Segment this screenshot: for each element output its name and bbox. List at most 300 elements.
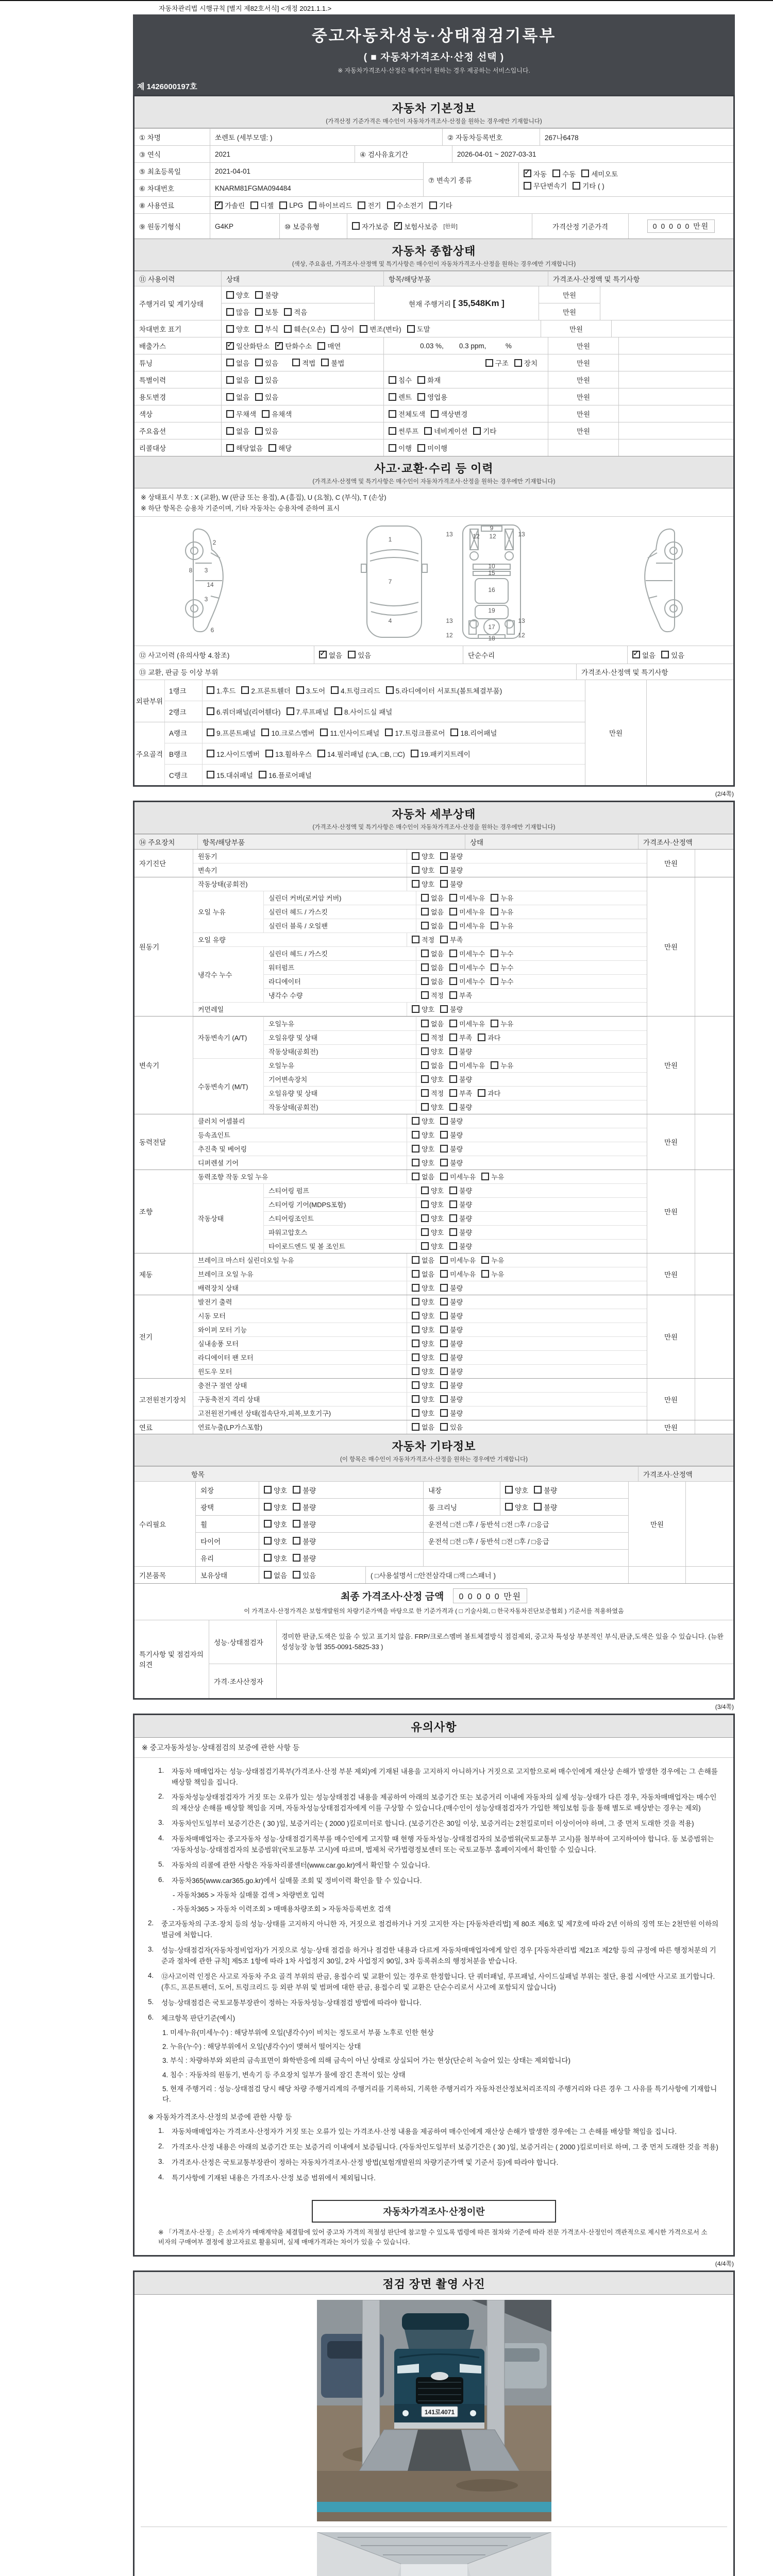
checkbox-option[interactable] <box>440 1255 476 1265</box>
checkbox-option[interactable] <box>440 1130 463 1140</box>
checkbox-option[interactable] <box>491 1060 513 1070</box>
checkbox-option[interactable] <box>293 1485 316 1495</box>
checkbox-option[interactable] <box>348 650 371 660</box>
checkbox-icon[interactable] <box>207 771 214 778</box>
checkbox-option[interactable] <box>255 392 278 402</box>
checkbox-icon[interactable] <box>412 1353 419 1361</box>
checkbox-icon[interactable] <box>449 1020 457 1027</box>
checkbox-option[interactable] <box>358 200 381 210</box>
checked-checkbox-icon[interactable] <box>275 342 283 350</box>
checkbox-icon[interactable] <box>491 922 498 929</box>
checkbox-icon[interactable] <box>481 1173 489 1180</box>
checkbox-icon[interactable] <box>449 1214 457 1222</box>
checkbox-option[interactable] <box>264 1536 287 1546</box>
checkbox-option[interactable] <box>226 324 249 334</box>
checkbox-option[interactable] <box>207 685 236 696</box>
checkbox-icon[interactable] <box>421 977 429 985</box>
checkbox-option[interactable] <box>449 1199 472 1209</box>
checkbox-icon[interactable] <box>481 1256 489 1264</box>
checkbox-icon[interactable] <box>417 376 425 384</box>
checkbox-option[interactable] <box>226 409 256 419</box>
checkbox-option[interactable] <box>440 1144 463 1154</box>
checkbox-icon[interactable] <box>226 444 234 452</box>
checkbox-option[interactable] <box>296 685 325 696</box>
checked-checkbox-icon[interactable] <box>632 651 640 658</box>
checkbox-icon[interactable] <box>534 1503 542 1511</box>
checkbox-option[interactable] <box>421 976 444 986</box>
checkbox-option[interactable] <box>389 409 425 419</box>
checkbox-option[interactable] <box>226 392 249 402</box>
checkbox-icon[interactable] <box>226 308 234 316</box>
checkbox-icon[interactable] <box>309 201 316 209</box>
checkbox-icon[interactable] <box>421 991 429 999</box>
checkbox-option[interactable] <box>293 1570 316 1580</box>
checkbox-option[interactable] <box>389 426 418 436</box>
checkbox-icon[interactable] <box>389 427 396 435</box>
checkbox-icon[interactable] <box>264 1503 272 1511</box>
checkbox-icon[interactable] <box>491 908 498 916</box>
checkbox-option[interactable] <box>449 1032 472 1042</box>
checkbox-icon[interactable] <box>421 1200 429 1208</box>
checkbox-icon[interactable] <box>317 342 325 350</box>
checkbox-icon[interactable] <box>255 359 263 366</box>
checkbox-option[interactable] <box>352 221 389 231</box>
checkbox-option[interactable] <box>389 392 412 402</box>
checkbox-icon[interactable] <box>389 444 396 452</box>
checkbox-icon[interactable] <box>449 991 457 999</box>
checkbox-icon[interactable] <box>412 866 419 874</box>
checkbox-option[interactable] <box>421 1227 444 1237</box>
checkbox-option[interactable] <box>421 921 444 930</box>
checkbox-icon[interactable] <box>421 1033 429 1041</box>
checkbox-icon[interactable] <box>449 1075 457 1083</box>
checkbox-icon[interactable] <box>293 1537 300 1545</box>
checkbox-option[interactable] <box>440 1366 463 1376</box>
checkbox-option[interactable] <box>440 1269 476 1279</box>
checkbox-option[interactable] <box>450 727 497 738</box>
checkbox-icon[interactable] <box>417 444 425 452</box>
checkbox-option[interactable] <box>261 727 314 738</box>
checkbox-option[interactable] <box>265 749 312 759</box>
checkbox-icon[interactable] <box>412 1131 419 1139</box>
checkbox-option[interactable] <box>255 426 278 436</box>
checkbox-option[interactable] <box>255 290 278 300</box>
checkbox-option[interactable] <box>491 948 513 958</box>
checkbox-option[interactable] <box>440 1311 463 1320</box>
checkbox-option[interactable] <box>440 865 463 875</box>
checkbox-option[interactable] <box>293 1502 316 1512</box>
checkbox-option[interactable] <box>412 1158 434 1167</box>
checkbox-icon[interactable] <box>449 1047 457 1055</box>
checkbox-option[interactable] <box>226 358 249 368</box>
checkbox-option[interactable] <box>417 375 441 385</box>
checkbox-option[interactable] <box>255 324 278 334</box>
checkbox-option[interactable] <box>440 1380 463 1390</box>
checkbox-option[interactable] <box>226 443 263 453</box>
checkbox-icon[interactable] <box>440 1326 448 1333</box>
checkbox-icon[interactable] <box>449 977 457 985</box>
checkbox-option[interactable] <box>491 921 513 930</box>
checkbox-icon[interactable] <box>440 1256 448 1264</box>
checkbox-option[interactable] <box>421 962 444 972</box>
checkbox-icon[interactable] <box>412 1381 419 1389</box>
checkbox-option[interactable] <box>421 1019 444 1028</box>
checkbox-icon[interactable] <box>440 1298 448 1306</box>
checkbox-icon[interactable] <box>449 1033 457 1041</box>
checkbox-option[interactable] <box>275 341 312 351</box>
checkbox-icon[interactable] <box>265 750 273 757</box>
checkbox-option[interactable] <box>491 962 513 972</box>
checkbox-icon[interactable] <box>412 1312 419 1319</box>
checkbox-icon[interactable] <box>421 1214 429 1222</box>
checkbox-icon[interactable] <box>226 393 234 401</box>
checkbox-option[interactable] <box>421 1102 444 1112</box>
checkbox-icon[interactable] <box>421 1075 429 1083</box>
checkbox-option[interactable] <box>449 948 485 958</box>
checkbox-option[interactable] <box>491 1019 513 1028</box>
checkbox-option[interactable] <box>552 168 576 179</box>
checkbox-option[interactable] <box>412 935 434 944</box>
checkbox-option[interactable] <box>421 893 444 903</box>
checkbox-icon[interactable] <box>440 1131 448 1139</box>
checkbox-icon[interactable] <box>284 325 292 333</box>
checkbox-option[interactable] <box>412 1311 434 1320</box>
checkbox-icon[interactable] <box>449 963 457 971</box>
checkbox-option[interactable] <box>421 1032 444 1042</box>
checkbox-option[interactable] <box>524 168 547 179</box>
checkbox-option[interactable] <box>320 727 379 738</box>
checkbox-icon[interactable] <box>412 1340 419 1347</box>
checkbox-option[interactable] <box>264 1519 287 1529</box>
checkbox-option[interactable] <box>293 1519 316 1529</box>
checkbox-option[interactable] <box>481 1255 504 1265</box>
checkbox-icon[interactable] <box>449 1228 457 1236</box>
checkbox-icon[interactable] <box>421 908 429 916</box>
checkbox-option[interactable] <box>440 1116 463 1126</box>
checkbox-option[interactable] <box>440 1394 463 1404</box>
checkbox-icon[interactable] <box>440 1173 448 1180</box>
checkbox-option[interactable] <box>292 358 315 368</box>
checkbox-option[interactable] <box>412 1380 434 1390</box>
checkbox-option[interactable] <box>491 976 513 986</box>
checkbox-icon[interactable] <box>449 1103 457 1111</box>
checkbox-icon[interactable] <box>449 950 457 957</box>
checkbox-option[interactable] <box>226 290 249 300</box>
checkbox-option[interactable] <box>389 443 412 453</box>
checkbox-icon[interactable] <box>226 410 234 418</box>
checkbox-icon[interactable] <box>421 922 429 929</box>
checkbox-icon[interactable] <box>449 1200 457 1208</box>
checkbox-option[interactable] <box>284 324 325 334</box>
checkbox-icon[interactable] <box>421 1187 429 1194</box>
checkbox-option[interactable] <box>429 200 452 210</box>
checkbox-option[interactable] <box>449 962 485 972</box>
checkbox-icon[interactable] <box>449 1187 457 1194</box>
checkbox-icon[interactable] <box>255 376 263 384</box>
checkbox-icon[interactable] <box>389 393 396 401</box>
checkbox-option[interactable] <box>491 893 513 903</box>
checkbox-icon[interactable] <box>505 1486 513 1494</box>
checkbox-icon[interactable] <box>440 1381 448 1389</box>
checkbox-icon[interactable] <box>661 651 669 658</box>
checkbox-option[interactable] <box>394 221 438 231</box>
checkbox-icon[interactable] <box>449 922 457 929</box>
checkbox-icon[interactable] <box>292 359 300 366</box>
checkbox-option[interactable] <box>440 935 463 944</box>
checkbox-icon[interactable] <box>421 894 429 902</box>
checkbox-option[interactable] <box>255 358 278 368</box>
checkbox-option[interactable] <box>264 1485 287 1495</box>
checkbox-icon[interactable] <box>440 1340 448 1347</box>
checkbox-option[interactable] <box>412 1325 434 1334</box>
checkbox-option[interactable] <box>226 375 249 385</box>
checkbox-icon[interactable] <box>287 707 294 715</box>
checkbox-icon[interactable] <box>440 1395 448 1403</box>
checkbox-icon[interactable] <box>440 852 448 860</box>
checkbox-option[interactable] <box>440 1325 463 1334</box>
checkbox-option[interactable] <box>250 200 274 210</box>
checkbox-icon[interactable] <box>255 427 263 435</box>
checkbox-icon[interactable] <box>421 1242 429 1250</box>
checkbox-option[interactable] <box>449 990 472 1000</box>
checkbox-option[interactable] <box>309 200 352 210</box>
checkbox-icon[interactable] <box>259 771 266 778</box>
checkbox-icon[interactable] <box>352 222 360 230</box>
checkbox-icon[interactable] <box>268 444 276 452</box>
checkbox-option[interactable] <box>421 1241 444 1251</box>
checkbox-option[interactable] <box>534 1502 557 1512</box>
checkbox-icon[interactable] <box>440 1145 448 1153</box>
checked-checkbox-icon[interactable] <box>394 222 402 230</box>
checkbox-icon[interactable] <box>412 1117 419 1125</box>
checkbox-option[interactable] <box>440 851 463 861</box>
checkbox-option[interactable] <box>264 1570 287 1580</box>
checkbox-option[interactable] <box>412 1366 434 1376</box>
checkbox-icon[interactable] <box>360 325 367 333</box>
checkbox-option[interactable] <box>207 727 256 738</box>
checkbox-option[interactable] <box>440 1408 463 1418</box>
checkbox-icon[interactable] <box>296 686 304 694</box>
checked-checkbox-icon[interactable] <box>524 170 531 177</box>
checkbox-icon[interactable] <box>491 894 498 902</box>
checkbox-icon[interactable] <box>478 1033 485 1041</box>
checkbox-option[interactable] <box>412 865 434 875</box>
checkbox-icon[interactable] <box>478 1089 485 1097</box>
checkbox-icon[interactable] <box>440 1312 448 1319</box>
checkbox-icon[interactable] <box>473 427 481 435</box>
checkbox-icon[interactable] <box>412 1298 419 1306</box>
checkbox-option[interactable] <box>226 307 249 317</box>
checkbox-option[interactable] <box>473 426 496 436</box>
checkbox-option[interactable] <box>581 168 618 179</box>
checkbox-option[interactable] <box>386 685 502 696</box>
checkbox-icon[interactable] <box>334 707 342 715</box>
checkbox-icon[interactable] <box>417 393 425 401</box>
checkbox-option[interactable] <box>421 1060 444 1070</box>
checkbox-icon[interactable] <box>385 728 393 736</box>
checkbox-icon[interactable] <box>264 1571 272 1579</box>
checkbox-icon[interactable] <box>255 291 263 299</box>
checkbox-icon[interactable] <box>264 1486 272 1494</box>
checkbox-icon[interactable] <box>491 963 498 971</box>
checkbox-option[interactable] <box>514 358 537 368</box>
checkbox-option[interactable] <box>440 1004 463 1014</box>
checkbox-icon[interactable] <box>491 977 498 985</box>
checkbox-option[interactable] <box>412 1172 434 1181</box>
checkbox-icon[interactable] <box>421 1103 429 1111</box>
checkbox-icon[interactable] <box>449 908 457 916</box>
checkbox-icon[interactable] <box>412 1173 419 1180</box>
checkbox-option[interactable] <box>255 375 278 385</box>
checkbox-option[interactable] <box>262 409 292 419</box>
checkbox-option[interactable] <box>207 770 253 780</box>
checkbox-option[interactable] <box>440 1283 463 1293</box>
checkbox-icon[interactable] <box>421 950 429 957</box>
checkbox-icon[interactable] <box>293 1486 300 1494</box>
checkbox-icon[interactable] <box>440 1005 448 1013</box>
checkbox-option[interactable] <box>449 1019 485 1028</box>
checked-checkbox-icon[interactable] <box>319 651 327 658</box>
checkbox-icon[interactable] <box>421 1047 429 1055</box>
checkbox-option[interactable] <box>449 907 485 917</box>
checkbox-option[interactable] <box>417 443 447 453</box>
checkbox-icon[interactable] <box>207 728 214 736</box>
checkbox-icon[interactable] <box>514 359 522 367</box>
checkbox-option[interactable] <box>268 443 292 453</box>
checkbox-icon[interactable] <box>524 182 531 190</box>
checkbox-option[interactable] <box>215 200 245 210</box>
checked-checkbox-icon[interactable] <box>215 201 223 209</box>
checkbox-icon[interactable] <box>412 1367 419 1375</box>
checkbox-option[interactable] <box>534 1485 557 1495</box>
checkbox-icon[interactable] <box>421 963 429 971</box>
checkbox-option[interactable] <box>632 650 656 660</box>
checkbox-option[interactable] <box>412 1297 434 1307</box>
checkbox-icon[interactable] <box>449 1242 457 1250</box>
checkbox-icon[interactable] <box>226 325 234 333</box>
checkbox-option[interactable] <box>412 1255 434 1265</box>
checkbox-icon[interactable] <box>431 410 439 418</box>
checkbox-option[interactable] <box>421 1088 444 1098</box>
checkbox-option[interactable] <box>226 426 249 436</box>
checkbox-icon[interactable] <box>440 1117 448 1125</box>
checkbox-option[interactable] <box>440 1158 463 1167</box>
checkbox-option[interactable] <box>412 1116 434 1126</box>
checkbox-option[interactable] <box>412 1408 434 1418</box>
checkbox-icon[interactable] <box>534 1486 542 1494</box>
checkbox-icon[interactable] <box>421 1228 429 1236</box>
checkbox-option[interactable] <box>293 1553 316 1563</box>
checkbox-icon[interactable] <box>387 201 395 209</box>
checkbox-option[interactable] <box>207 706 281 717</box>
checkbox-icon[interactable] <box>348 651 356 658</box>
checkbox-icon[interactable] <box>255 393 263 401</box>
checkbox-icon[interactable] <box>412 1284 419 1292</box>
checkbox-icon[interactable] <box>412 1326 419 1333</box>
checkbox-option[interactable] <box>449 1227 472 1237</box>
checkbox-option[interactable] <box>449 1046 472 1056</box>
checkbox-icon[interactable] <box>226 376 234 384</box>
checkbox-icon[interactable] <box>440 1353 448 1361</box>
checkbox-icon[interactable] <box>321 359 329 366</box>
checkbox-icon[interactable] <box>485 359 493 367</box>
checkbox-icon[interactable] <box>331 686 339 694</box>
checkbox-option[interactable] <box>321 358 344 368</box>
checkbox-option[interactable] <box>505 1485 528 1495</box>
checkbox-icon[interactable] <box>331 325 339 333</box>
checkbox-icon[interactable] <box>440 880 448 888</box>
checkbox-option[interactable] <box>412 1352 434 1362</box>
checkbox-option[interactable] <box>481 1172 504 1181</box>
checkbox-icon[interactable] <box>440 866 448 874</box>
checkbox-icon[interactable] <box>552 170 560 177</box>
checkbox-option[interactable] <box>331 324 354 334</box>
checkbox-icon[interactable] <box>293 1554 300 1562</box>
checkbox-option[interactable] <box>411 749 470 759</box>
checkbox-icon[interactable] <box>358 201 365 209</box>
checkbox-icon[interactable] <box>581 170 589 177</box>
checkbox-option[interactable] <box>317 341 341 351</box>
checkbox-icon[interactable] <box>255 308 263 316</box>
checkbox-option[interactable] <box>331 685 380 696</box>
checkbox-icon[interactable] <box>226 291 234 299</box>
checkbox-icon[interactable] <box>250 201 258 209</box>
checkbox-icon[interactable] <box>412 1409 419 1417</box>
checkbox-option[interactable] <box>389 375 412 385</box>
checkbox-option[interactable] <box>431 409 467 419</box>
checkbox-icon[interactable] <box>264 1554 272 1562</box>
checkbox-option[interactable] <box>317 749 405 759</box>
checkbox-icon[interactable] <box>440 1270 448 1278</box>
checkbox-icon[interactable] <box>320 728 328 736</box>
checkbox-option[interactable] <box>241 685 290 696</box>
checkbox-icon[interactable] <box>293 1503 300 1511</box>
checkbox-icon[interactable] <box>412 852 419 860</box>
checkbox-icon[interactable] <box>262 410 270 418</box>
checkbox-option[interactable] <box>385 727 445 738</box>
checkbox-option[interactable] <box>421 1213 444 1223</box>
checkbox-option[interactable] <box>440 1422 463 1432</box>
checkbox-icon[interactable] <box>226 359 234 366</box>
checkbox-option[interactable] <box>412 1130 434 1140</box>
checkbox-option[interactable] <box>424 426 467 436</box>
checkbox-option[interactable] <box>417 392 447 402</box>
checkbox-option[interactable] <box>478 1032 500 1042</box>
checkbox-icon[interactable] <box>207 750 214 757</box>
checkbox-option[interactable] <box>421 1199 444 1209</box>
checkbox-icon[interactable] <box>450 728 458 736</box>
checkbox-icon[interactable] <box>491 950 498 957</box>
checkbox-option[interactable] <box>259 770 312 780</box>
checkbox-option[interactable] <box>478 1088 500 1098</box>
checkbox-icon[interactable] <box>449 1061 457 1069</box>
checkbox-option[interactable] <box>412 1004 434 1014</box>
checkbox-option[interactable] <box>449 1074 472 1084</box>
checkbox-icon[interactable] <box>440 1159 448 1166</box>
checkbox-option[interactable] <box>440 1352 463 1362</box>
checkbox-option[interactable] <box>334 706 392 717</box>
checkbox-icon[interactable] <box>421 1061 429 1069</box>
checkbox-icon[interactable] <box>440 1423 448 1431</box>
checkbox-option[interactable] <box>421 1074 444 1084</box>
checkbox-option[interactable] <box>440 1338 463 1348</box>
checkbox-option[interactable] <box>440 879 463 889</box>
checkbox-icon[interactable] <box>491 1020 498 1027</box>
checkbox-option[interactable] <box>421 990 444 1000</box>
checkbox-option[interactable] <box>449 921 485 930</box>
checkbox-icon[interactable] <box>421 1089 429 1097</box>
checkbox-option[interactable] <box>481 1269 504 1279</box>
